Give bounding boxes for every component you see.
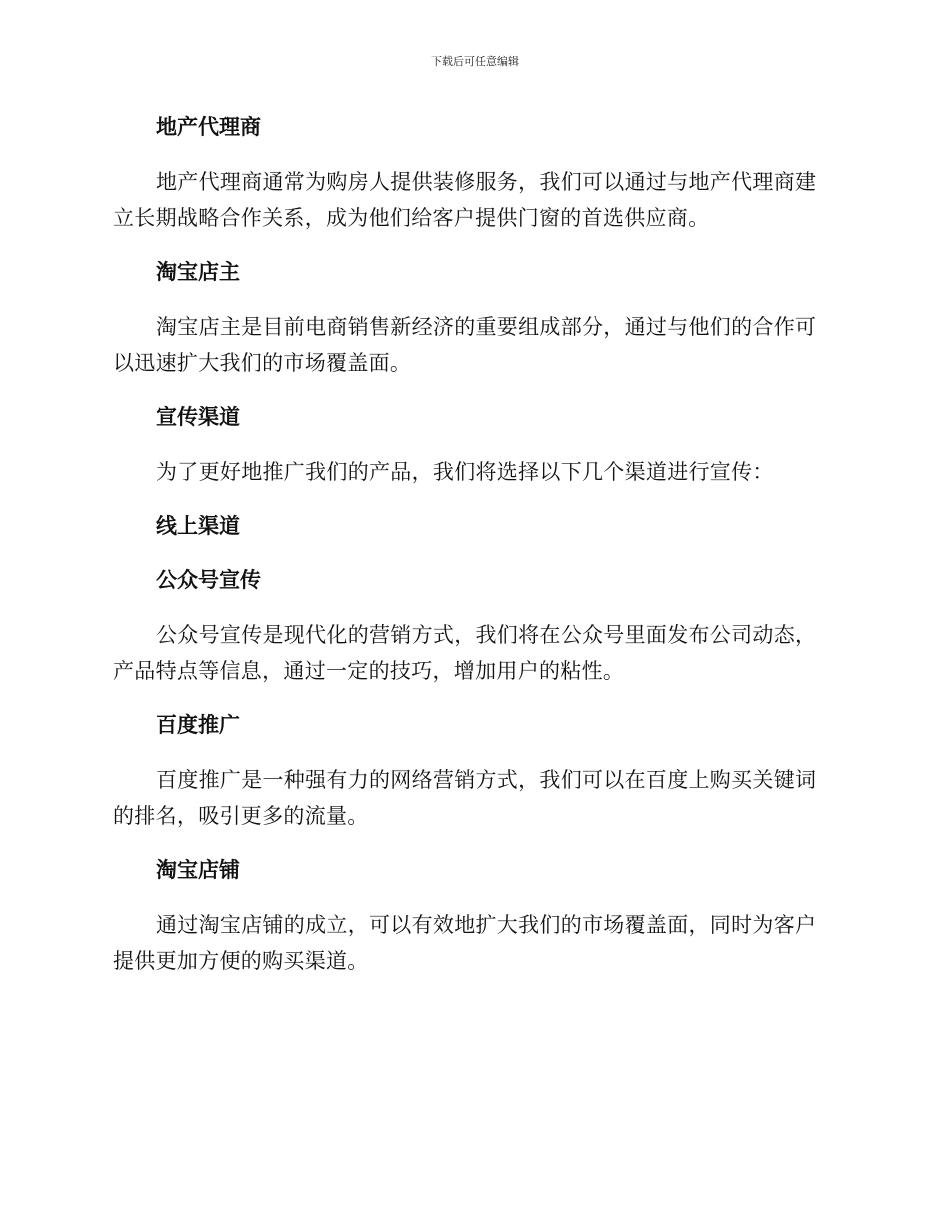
section-heading-taobao-sellers: 淘宝店主 [156,260,240,284]
section-heading-real-estate-agents: 地产代理商 [156,115,261,139]
paragraph-taobao-sellers: 淘宝店主是目前电商销售新经济的重要组成部分，通过与他们的合作可以迅速扩大我们的市场覆盖面。 [113,315,817,375]
paragraph-promotion-channels: 为了更好地推广我们的产品，我们将选择以下几个渠道进行宣传： [156,460,774,484]
section-heading-official-account: 公众号宣传 [156,568,261,592]
paragraph-taobao-store: 通过淘宝店铺的成立，可以有效地扩大我们的市场覆盖面，同时为客户提供更加方便的购买渠道。 [113,913,817,973]
paragraph-real-estate-agents: 地产代理商通常为购房人提供装修服务，我们可以通过与地产代理商建立长期战略合作关系，成为他们给客户提供门窗的首选供应商。 [113,170,817,230]
document-body [113,110,833,998]
paragraph-baidu-promotion: 百度推广是一种强有力的网络营销方式，我们可以在百度上购买关键词的排名，吸引更多的流量。 [113,768,817,828]
section-heading-baidu-promotion: 百度推广 [156,713,240,737]
section-heading-taobao-store: 淘宝店铺 [156,858,240,882]
paragraph-official-account: 公众号宣传是现代化的营销方式，我们将在公众号里面发布公司动态，产品特点等信息，通过一定的技巧，增加用户的粘性。 [113,623,817,683]
section-heading-promotion-channels: 宣传渠道 [156,405,240,429]
section-heading-online-channels: 线上渠道 [156,514,240,538]
page-header-note: 下载后可任意编辑 [431,55,519,68]
